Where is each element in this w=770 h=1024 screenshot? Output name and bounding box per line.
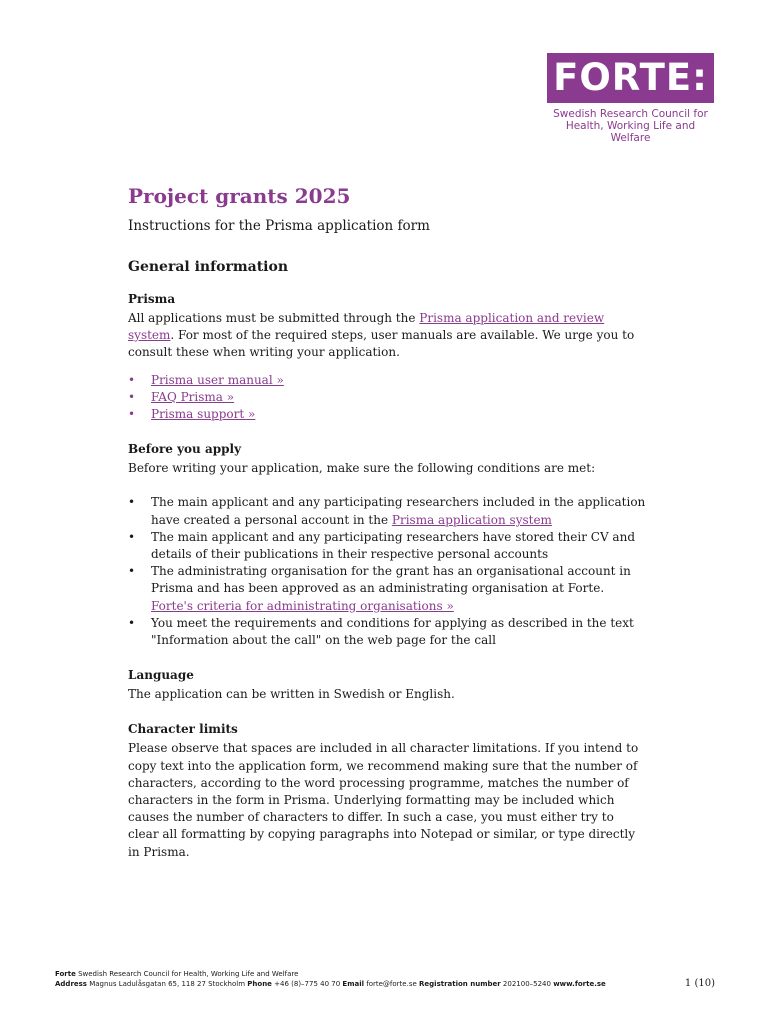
footer-address: Magnus Ladulåsgatan 65, 118 27 Stockholm	[86, 980, 248, 988]
footer-line-contact	[55, 979, 715, 989]
list-item	[128, 372, 648, 389]
bullet-icon: •	[128, 389, 136, 404]
condition-text: You meet the requirements and conditions for applying as described in the text "Information about the call" on the web page for the call	[151, 615, 634, 648]
prisma-text-after: . For most of the required steps, user manuals are available. We urge you to consult these when writing your application.	[128, 328, 635, 360]
heading-prisma: Prisma	[128, 292, 176, 306]
heading-character-limits: Character limits	[128, 722, 238, 737]
footer-phone-label: Phone	[247, 980, 272, 988]
list-item	[128, 563, 648, 615]
list-item	[128, 494, 648, 528]
bullet-icon: •	[128, 372, 136, 387]
footer-org-label: Forte	[55, 970, 76, 978]
document-title: Project grants 2025	[128, 184, 351, 208]
bullet-icon: •	[128, 615, 136, 630]
bullet-icon: •	[128, 564, 136, 579]
document-body	[128, 183, 648, 861]
bullet-icon: •	[128, 495, 136, 510]
before-apply-intro: Before writing your application, make sure the following conditions are met:	[128, 461, 596, 476]
footer-org-name: Swedish Research Council for Health, Working Life and Welfare	[75, 970, 299, 978]
footer-reg: 202100–5240	[500, 980, 554, 988]
heading-before-you-apply: Before you apply	[128, 442, 242, 457]
list-item	[128, 389, 648, 406]
logo-tagline-line2: Health, Working Life and Welfare	[565, 120, 696, 144]
prisma-system-link[interactable]: Prisma application and review system	[128, 311, 605, 343]
logo-wordmark: FORTE:	[547, 53, 714, 103]
footer-reg-label: Registration number	[419, 980, 501, 988]
language-paragraph: The application can be written in Swedish or English.	[128, 687, 455, 702]
prisma-links-list	[128, 372, 648, 424]
section-heading-general: General information	[128, 259, 289, 275]
document-subtitle: Instructions for the Prisma application form	[128, 218, 430, 234]
faq-prisma-link[interactable]: FAQ Prisma »	[151, 389, 235, 404]
footer-line-org	[55, 969, 715, 979]
prisma-application-system-link[interactable]: Prisma application system	[391, 512, 552, 527]
prisma-paragraph	[128, 310, 648, 362]
logo-tagline	[547, 108, 714, 144]
forte-logo	[547, 53, 714, 144]
footer-website: www.forte.se	[553, 980, 606, 988]
list-item	[128, 615, 648, 649]
conditions-list	[128, 494, 648, 649]
prisma-text-before: All applications must be submitted through the	[128, 311, 420, 325]
bullet-icon: •	[128, 407, 136, 422]
footer-email: forte@forte.se	[364, 980, 420, 988]
footer-phone: +46 (8)–775 40 70	[271, 980, 343, 988]
page-number: 1 (10)	[684, 978, 715, 989]
logo-tagline-line1: Swedish Research Council for	[553, 108, 708, 120]
footer-address-label: Address	[55, 980, 87, 988]
forte-criteria-link[interactable]: Forte's criteria for administrating organisations »	[151, 598, 454, 613]
footer-email-label: Email	[342, 980, 365, 988]
heading-language: Language	[128, 668, 194, 683]
bullet-icon: •	[128, 529, 136, 544]
prisma-user-manual-link[interactable]: Prisma user manual »	[151, 372, 284, 387]
page-footer	[55, 969, 715, 989]
list-item	[128, 406, 648, 423]
character-limits-paragraph: Please observe that spaces are included in all character limitations. If you intend to copy text into the application form, we recommend making sure that the number of characters, according to the word processing programme, matches the number of characters in the form in Prisma. Underlying formatting may be included which causes the number of characters to differ. In such a case, you must either try to clear all formatting by copying paragraphs into Notepad or similar, or type directly in Prisma.	[128, 741, 639, 859]
prisma-support-link[interactable]: Prisma support »	[151, 407, 256, 422]
condition-text: The main applicant and any participating researchers included in the application have created a personal account in the	[151, 495, 646, 527]
condition-text: The administrating organisation for the grant has an organisational account in Prisma and has been approved as an administrating organisation at Forte.	[151, 564, 631, 596]
list-item	[128, 529, 648, 563]
condition-text: The main applicant and any participating researchers have stored their CV and details of their publications in their respective personal accounts	[151, 529, 635, 562]
